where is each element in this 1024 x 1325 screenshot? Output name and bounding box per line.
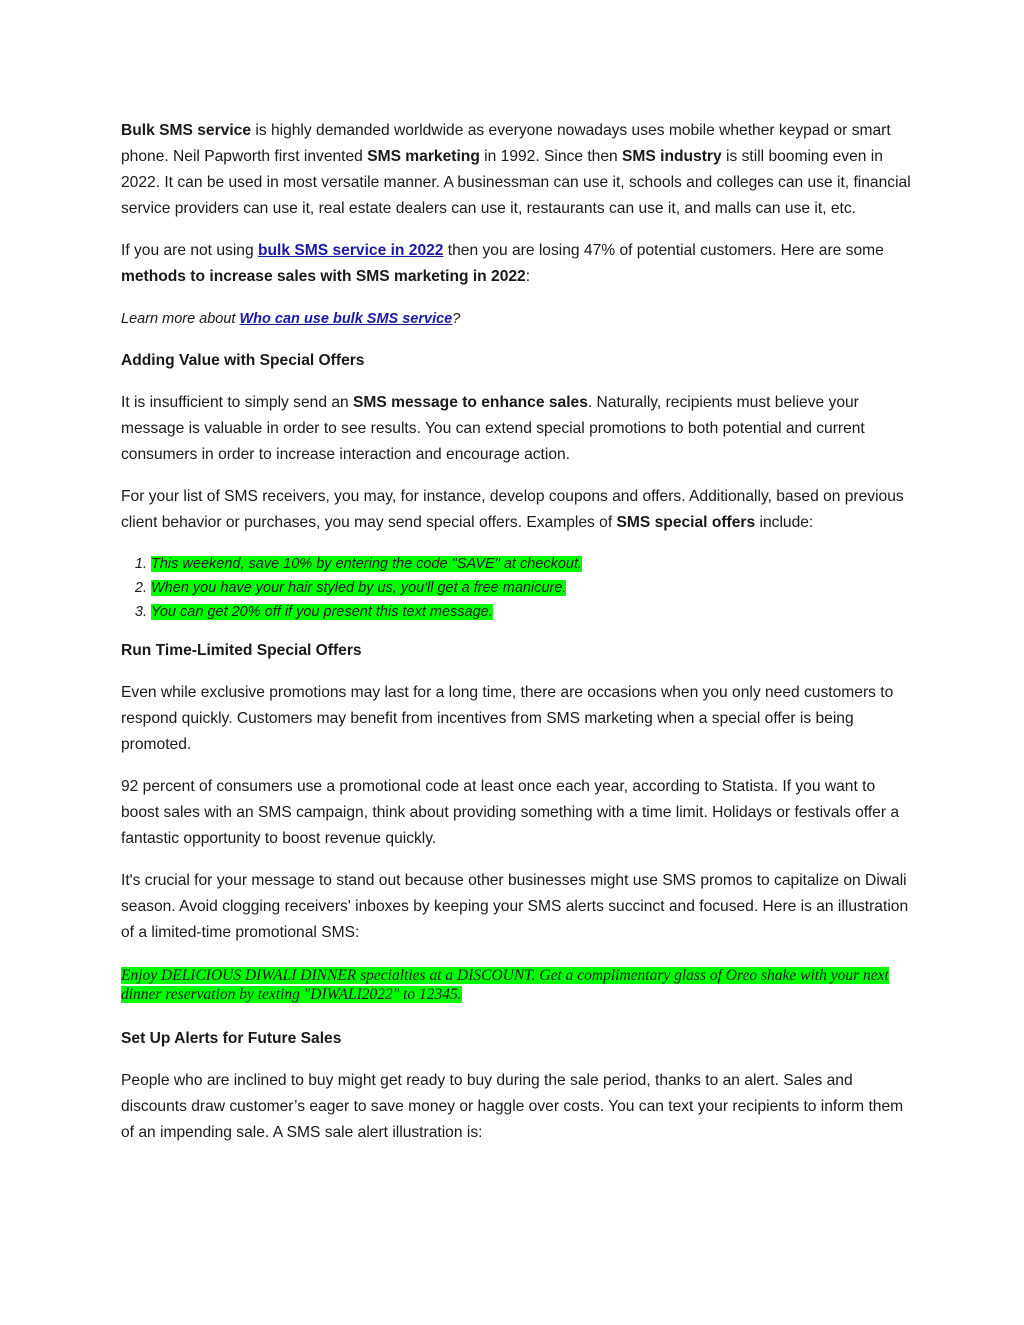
sample-sms-message [121,966,911,1004]
section-heading-time-limited: Run Time-Limited Special Offers [121,642,362,659]
text-run: If you are not using [121,242,258,259]
document-page [121,118,911,1162]
text-run: in 1992. Since then [479,148,623,165]
diwali-paragraph: It's crucial for your message to stand out because other businesses might use SMS promos to capitalize on Diwali season. Avoid clogging receivers' inboxes by keeping your SMS alerts succinct and focused. Here is an illustration of a limited-time promotional SMS: [121,872,909,941]
offer-examples-list [121,552,911,624]
offer-text: When you have your hair styled by us, you'll get a free manicure. [151,580,567,596]
bold-term-bulk-sms: Bulk SMS service [121,122,252,139]
bold-term-sms-marketing: SMS marketing [367,148,480,165]
bold-term-sms-message: SMS message to enhance sales [353,394,588,411]
text-run: . Naturally, recipients must believe your message is valuable in order to see results. You can extend special promotions to both potential and current consumers in order to increase interaction and encourage action. [121,394,865,463]
list-item [151,600,911,624]
coupons-paragraph [121,484,911,536]
statista-paragraph: 92 percent of consumers use a promotional code at least once each year, according to Statista. If you want to boost sales with an SMS campaign, think about providing something with a time limit. Holidays or festivals offer a fantastic opportunity to boost revenue quickly. [121,778,900,847]
bulk-sms-service-link[interactable]: bulk SMS service in 2022 [257,242,444,259]
text-run: include: [755,514,814,531]
section-heading-alerts: Set Up Alerts for Future Sales [121,1030,342,1047]
section-heading-special-offers: Adding Value with Special Offers [121,352,365,369]
text-run: For your list of SMS receivers, you may, for instance, develop coupons and offers. Additionally, based on previous client behavior or purchases, you may send special offers. Examples of [121,488,904,531]
bold-term-sms-industry: SMS industry [622,148,722,165]
who-can-use-link[interactable]: Who can use bulk SMS service [239,311,453,327]
offer-text: You can get 20% off if you present this text message. [151,604,493,620]
text-run: It is insufficient to simply send an [121,394,353,411]
sample-sms-text: Enjoy DELICIOUS DIWALI DINNER specialties at a DISCOUNT. Get a complimentary glass of Oreo shake with your next dinner reservation by texting "DIWALI2022" to 12345. [121,967,889,1003]
text-run: is highly demanded worldwide as everyone nowadays uses mobile whether keypad or smart phone. Neil Papworth first invented [121,122,891,165]
text-run: Learn more about [121,311,240,327]
bold-term-special-offers: SMS special offers [616,514,756,531]
text-run: then you are losing 47% of potential customers. Here are some [443,242,884,259]
intro-paragraph [121,118,911,222]
learn-more-line [121,306,911,332]
bold-term-methods: methods to increase sales with SMS marketing in 2022 [121,268,526,285]
text-run: : [525,268,531,285]
offer-text: This weekend, save 10% by entering the code "SAVE" at checkout. [151,556,583,572]
text-run: is still booming even in 2022. It can be used in most versatile manner. A businessman can use it, schools and colleges can use it, financial service providers can use it, real estate dealers can use it, restaurants can use it, and malls can use it, etc. [121,148,911,217]
list-item [151,552,911,576]
list-item [151,576,911,600]
insufficient-paragraph [121,390,911,468]
losing-customers-paragraph [121,238,911,290]
alerts-paragraph: People who are inclined to buy might get ready to buy during the sale period, thanks to an alert. Sales and discounts draw customer’s eager to save money or haggle over costs. You can text your recipients to inform them of an impending sale. A SMS sale alert illustration is: [121,1072,904,1141]
exclusive-promotions-paragraph: Even while exclusive promotions may last for a long time, there are occasions when you only need customers to respond quickly. Customers may benefit from incentives from SMS marketing when a special offer is being promoted. [121,684,894,753]
text-run: ? [452,311,461,327]
